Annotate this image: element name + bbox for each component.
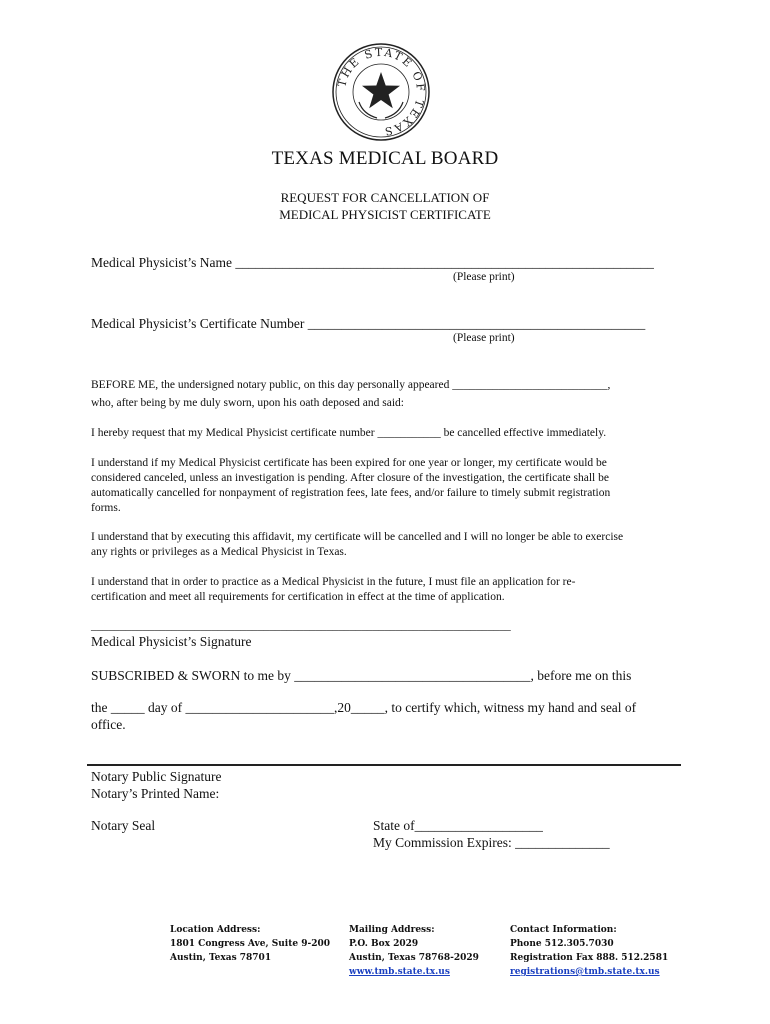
notary-divider	[87, 764, 681, 766]
physicist-name-field[interactable]: Medical Physicist’s Name ______________________________________________________________	[91, 255, 654, 270]
sworn-oath-line: who, after being by me duly sworn, upon his oath deposed and said:	[91, 397, 404, 409]
mailing-heading: Mailing Address:	[349, 925, 435, 935]
registration-email-link[interactable]: registrations@tmb.state.tx.us	[510, 967, 660, 977]
location-street: 1801 Congress Ave, Suite 9-200	[170, 939, 331, 949]
seal-ring-text: THE STATE OF TEXAS	[335, 45, 428, 139]
expiry-paragraph-line-3: automatically cancelled for nonpayment of registration fees, late fees, and/or failure to timely submit registration	[91, 487, 611, 499]
seal-graphic	[331, 42, 431, 142]
mailing-po-box: P.O. Box 2029	[349, 939, 419, 949]
page-title: TEXAS MEDICAL BOARD	[271, 148, 499, 169]
state-of-texas-seal	[331, 42, 431, 142]
footer-mailing	[349, 923, 479, 979]
star-icon	[362, 72, 400, 108]
signature-label: Medical Physicist’s Signature	[91, 634, 252, 649]
cert-print-hint: (Please print)	[453, 332, 515, 344]
name-print-hint: (Please print)	[453, 271, 515, 283]
expiry-paragraph-line-4: forms.	[91, 502, 121, 514]
commission-expires-field[interactable]: My Commission Expires: ______________	[373, 835, 610, 850]
notary-printed-name-label[interactable]: Notary’s Printed Name:	[91, 786, 220, 801]
notary-seal-label: Notary Seal	[91, 818, 156, 833]
contact-heading: Contact Information:	[510, 925, 617, 935]
signature-line[interactable]: _________________________________________________________________________	[91, 620, 511, 632]
mailing-city: Austin, Texas 78768-2029	[349, 953, 479, 963]
expiry-paragraph-line-1: I understand if my Medical Physicist certificate has been expired for one year or longer, my certificate would be	[91, 457, 607, 469]
affidavit-paragraph-line-1: I understand that by executing this affidavit, my certificate will be cancelled and I will no longer be able to exercise	[91, 531, 624, 543]
footer-location	[170, 923, 330, 965]
location-heading: Location Address:	[170, 925, 261, 935]
website-link[interactable]: www.tmb.state.tx.us	[349, 967, 450, 977]
certificate-number-field[interactable]: Medical Physicist’s Certificate Number __________________________________________________	[91, 316, 646, 331]
expiry-paragraph-line-2: considered canceled, unless an investigation is pending. After closure of the investigation, the certificate shall be	[91, 472, 609, 484]
appeared-before-line[interactable]: BEFORE ME, the undersigned notary public, on this day personally appeared ___________________________,	[91, 379, 611, 391]
notary-signature-label[interactable]: Notary Public Signature	[91, 769, 222, 784]
request-statement[interactable]: I hereby request that my Medical Physicist certificate number ___________ be cancelled effective immediately.	[91, 427, 607, 439]
sworn-line-1[interactable]: SUBSCRIBED & SWORN to me by ___________________________________, before me on this	[91, 668, 632, 683]
sworn-line-2[interactable]: the _____ day of ______________________,20_____, to certify which, witness my hand and seal of	[91, 700, 637, 715]
form-subtitle-line-2: MEDICAL PHYSICIST CERTIFICATE	[279, 207, 491, 222]
notary-state-field[interactable]: State of___________________	[373, 818, 543, 833]
contact-phone: Phone 512.305.7030	[510, 939, 614, 949]
sworn-line-3: office.	[91, 717, 126, 732]
location-city: Austin, Texas 78701	[170, 953, 272, 963]
affidavit-paragraph-line-2: any rights or privileges as a Medical Physicist in Texas.	[91, 546, 347, 558]
contact-fax: Registration Fax 888. 512.2581	[510, 953, 669, 963]
recertification-paragraph-line-1: I understand that in order to practice as a Medical Physicist in the future, I must file an application for re-	[91, 576, 576, 588]
recertification-paragraph-line-2: certification and meet all requirements for certification in effect at the time of application.	[91, 591, 505, 603]
form-subtitle-line-1: REQUEST FOR CANCELLATION OF	[280, 190, 490, 205]
footer-contact	[510, 923, 668, 979]
